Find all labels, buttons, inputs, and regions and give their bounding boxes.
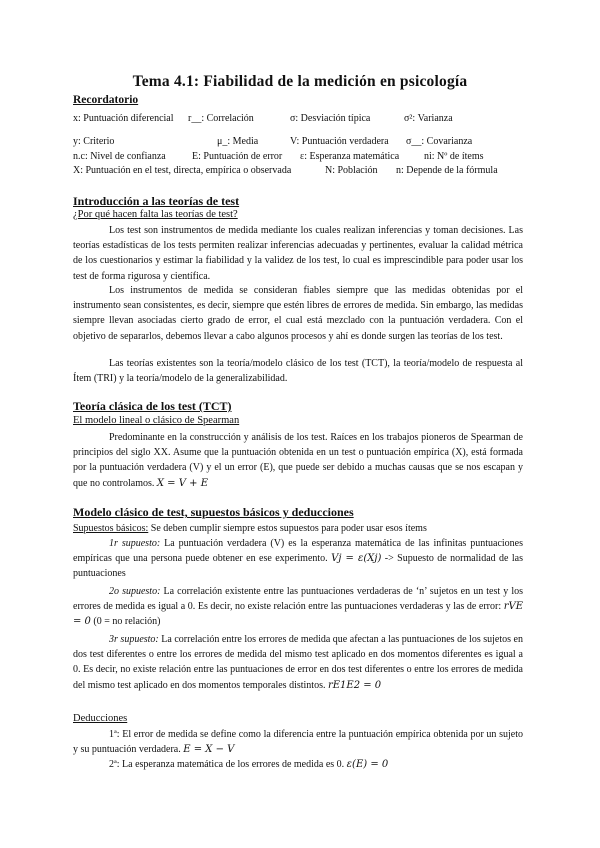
legend-item: n.c: Nivel de confianza bbox=[73, 151, 166, 162]
legend-item: x: Puntuación diferencial bbox=[73, 113, 174, 124]
legend-item: ni: Nº de ítems bbox=[424, 151, 484, 162]
legend-item: N: Población bbox=[325, 165, 378, 176]
legend-item: V: Puntuación verdadera bbox=[290, 136, 389, 147]
recordatorio-heading: Recordatorio bbox=[73, 94, 139, 106]
deduccion-2: 2ª: La esperanza matemática de los errores de medida es 0. ε(E) = 0 bbox=[109, 759, 389, 770]
legend-item: σ__: Covarianza bbox=[406, 136, 473, 147]
formula: Vj = ε(Xj) bbox=[331, 553, 382, 565]
supuesto-3: 3r supuesto: La correlación entre los errores de medida que afectan a las puntuaciones de los sujetos en dos test diferentes o entre los errores de medida del mismo test aplicado en dos momentos diferentes es igual a 0. Es decir, no existe relación entre las puntuaciones de error en dos test diferentes o entre los errores de medida del mismo test aplicado en dos momentos temporales distintos. rE1E2 = 0 bbox=[73, 634, 523, 691]
formula: E = X − V bbox=[183, 744, 235, 756]
intro-subheading: ¿Por qué hacen falta las teorías de test? bbox=[73, 209, 238, 220]
page-title: Tema 4.1: Fiabilidad de la medición en psicología bbox=[132, 73, 468, 90]
formula: ε(E) = 0 bbox=[346, 759, 389, 770]
tct-heading: Teoría clásica de los test (TCT) bbox=[73, 399, 232, 413]
legend-item: σ: Desviación típica bbox=[290, 113, 371, 124]
legend-item: n: Depende de la fórmula bbox=[396, 165, 498, 176]
legend-item: X: Puntuación en el test, directa, empírica o observada bbox=[73, 165, 292, 176]
legend-item: σ²: Varianza bbox=[404, 113, 453, 124]
formula: X = V + E bbox=[156, 477, 208, 489]
deducciones-heading: Deducciones bbox=[73, 713, 128, 724]
formula: rVE = 0 bbox=[73, 601, 523, 628]
legend-item: E: Puntuación de error bbox=[192, 151, 283, 162]
modelo-heading: Modelo clásico de test, supuestos básicos y deducciones bbox=[73, 505, 354, 519]
legend-item: ε: Esperanza matemática bbox=[300, 151, 400, 162]
intro-paragraph: Los test son instrumentos de medida mediante los cuales realizan inferencias y toman decisiones. Las teorías estadísticas de los tests permiten realizar inferencias adecuadas y pertinentes, evaluar la calidad métrica de los cuestionarios y estimar la fiabilidad y la validez de los test, lo cual es imprescindible para poder usar los test de forma rigurosa y científica. bbox=[73, 225, 523, 282]
tct-subheading: El modelo lineal o clásico de Spearman bbox=[73, 415, 240, 426]
tct-paragraph: Predominante en la construcción y análisis de los test. Raíces en los trabajos pioneros de Spearman de principios del siglo XX. Asume que la puntuación obtenida en un test o puntuación empírica (X), está formada por la puntuación verdadera (V) y el un error (E), que puede ser debido a muchas causas que se nos escapan y que no controlamos. X = V + E bbox=[73, 432, 523, 489]
intro-paragraph: Los instrumentos de medida se consideran fiables siempre que las medidas obtenidas por el instrumento sean consistentes, es decir, siempre que estén libres de errores de medida. Sin embargo, las medidas siempre llevan asociadas cierto grado de error, el cual está mezclado con la puntuación verdadera. Con el objetivo de separarlos, debemos llevar a cabo algunos procesos y ahí es donde surgen las teorías de los test. bbox=[73, 285, 523, 342]
legend-item: y: Criterio bbox=[73, 136, 115, 147]
intro-heading: Introducción a las teorías de test bbox=[73, 194, 240, 208]
legend-item: r__: Correlación bbox=[188, 113, 254, 124]
deduccion-1: 1ª: El error de medida se define como la diferencia entre la puntuación empírica obtenida por un sujeto y su puntuación verdadera. E = X − V bbox=[73, 729, 523, 756]
intro-paragraph: Las teorías existentes son la teoría/modelo clásico de los test (TCT), la teoría/modelo de respuesta al Ítem (TRI) y la teoría/modelo de la generalizabilidad. bbox=[73, 358, 523, 385]
legend-item: μ_: Media bbox=[217, 136, 259, 147]
supuestos-line: Supuestos básicos: Se deben cumplir siempre estos supuestos para poder usar esos ítems bbox=[73, 523, 427, 534]
supuesto-1: 1r supuesto: La puntuación verdadera (V) es la esperanza matemática de las infinitas puntuaciones empíricas que una persona puede obtener en ese experimento. Vj = ε(Xj) -> Supuesto de normalidad de las puntuaciones bbox=[73, 538, 524, 580]
supuesto-2: 2o supuesto: La correlación existente entre las puntuaciones verdaderas de ‘n’ sujetos en un test y los errores de medida es igual a 0. Es decir, no existe relación entre las puntuaciones verdaderas y las de error: rVE = 0 (0 = no relación) bbox=[73, 586, 523, 628]
formula: rE1E2 = 0 bbox=[327, 679, 382, 691]
